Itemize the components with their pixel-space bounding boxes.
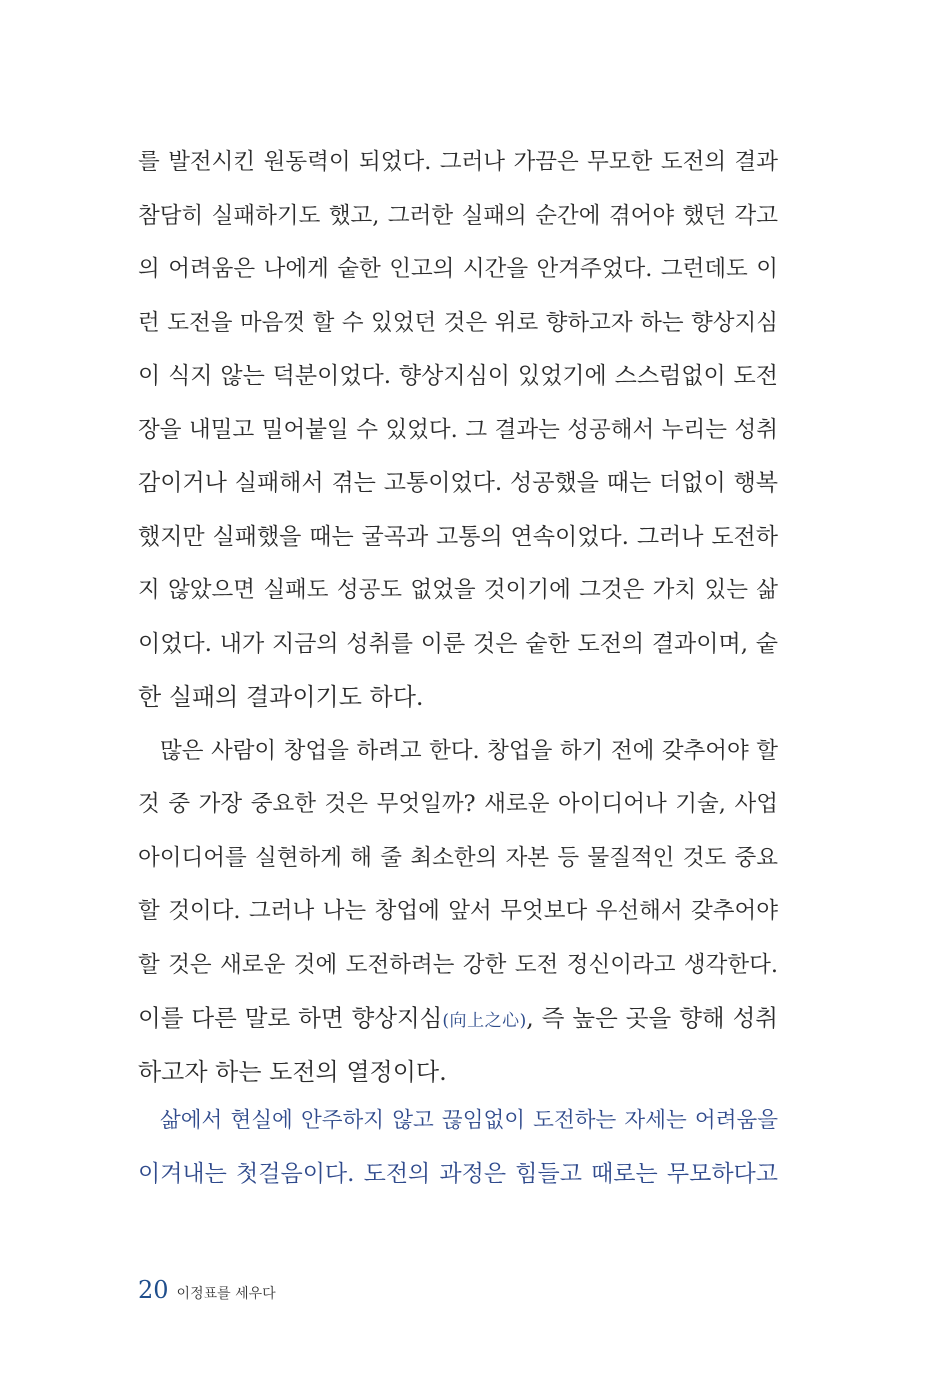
text-line: 감이거나 실패해서 겪는 고통이었다. 성공했을 때는 더없이 행복 — [138, 470, 778, 496]
text-segment: 이를 다른 말로 하면 향상지심 — [138, 1004, 443, 1032]
text-line: 할 것은 새로운 것에 도전하려는 강한 도전 정신이라고 생각한다. — [138, 951, 778, 978]
text-line: 를 발전시킨 원동력이 되었다. 그러나 가끔은 무모한 도전의 결과 — [138, 149, 778, 175]
text-line: 할 것이다. 그러나 나는 창업에 앞서 무엇보다 우선해서 갖추어야 — [138, 898, 778, 924]
text-line — [138, 992, 778, 1046]
page-number: 20 — [138, 1276, 169, 1304]
text-line: 이 식지 않는 덕분이었다. 향상지심이 있었기에 스스럼없이 도전 — [138, 363, 778, 389]
text-line: 지 않았으면 실패도 성공도 없었을 것이기에 그것은 가치 있는 삶 — [138, 577, 778, 603]
text-line: 런 도전을 마음껏 할 수 있었던 것은 위로 향하고자 하는 향상지심 — [138, 309, 778, 336]
page-footer — [138, 1276, 276, 1308]
highlight-line: 이겨내는 첫걸음이다. 도전의 과정은 힘들고 때로는 무모하다고 — [138, 1160, 778, 1187]
text-line: 많은 사람이 창업을 하려고 한다. 창업을 하기 전에 갖추어야 할 — [160, 737, 778, 764]
highlight-quote — [138, 1094, 778, 1201]
highlight-line: 삶에서 현실에 안주하지 않고 끊임없이 도전하는 자세는 어려움을 — [160, 1108, 778, 1133]
book-title: 이정표를 세우다 — [176, 1286, 276, 1302]
text-line: 장을 내밀고 밀어붙일 수 있었다. 그 결과는 성공해서 누리는 성취 — [138, 416, 778, 443]
text-line: 하고자 하는 도전의 열정이다. — [138, 1057, 447, 1086]
text-line: 아이디어를 실현하게 해 줄 최소한의 자본 등 물질적인 것도 중요 — [138, 844, 778, 871]
paragraph-2 — [138, 725, 778, 1100]
text-line: 의 어려움은 나에게 숱한 인고의 시간을 안겨주었다. 그런데도 이 — [138, 256, 778, 282]
text-line: 한 실패의 결과이기도 하다. — [138, 683, 424, 711]
text-line: 참담히 실패하기도 했고, 그러한 실패의 순간에 겪어야 했던 각고 — [138, 202, 778, 229]
paragraph-1 — [138, 136, 778, 725]
text-segment: , 즉 높은 곳을 향해 성취 — [526, 1004, 778, 1032]
body-text — [138, 136, 778, 1099]
text-line: 했지만 실패했을 때는 굴곡과 고통의 연속이었다. 그러나 도전하 — [138, 523, 778, 550]
text-line: 이었다. 내가 지금의 성취를 이룬 것은 숱한 도전의 결과이며, 숱 — [138, 630, 778, 657]
hanja-annotation: (向上之心) — [442, 1011, 527, 1031]
text-line: 것 중 가장 중요한 것은 무엇일까? 새로운 아이디어나 기술, 사업 — [138, 791, 778, 817]
